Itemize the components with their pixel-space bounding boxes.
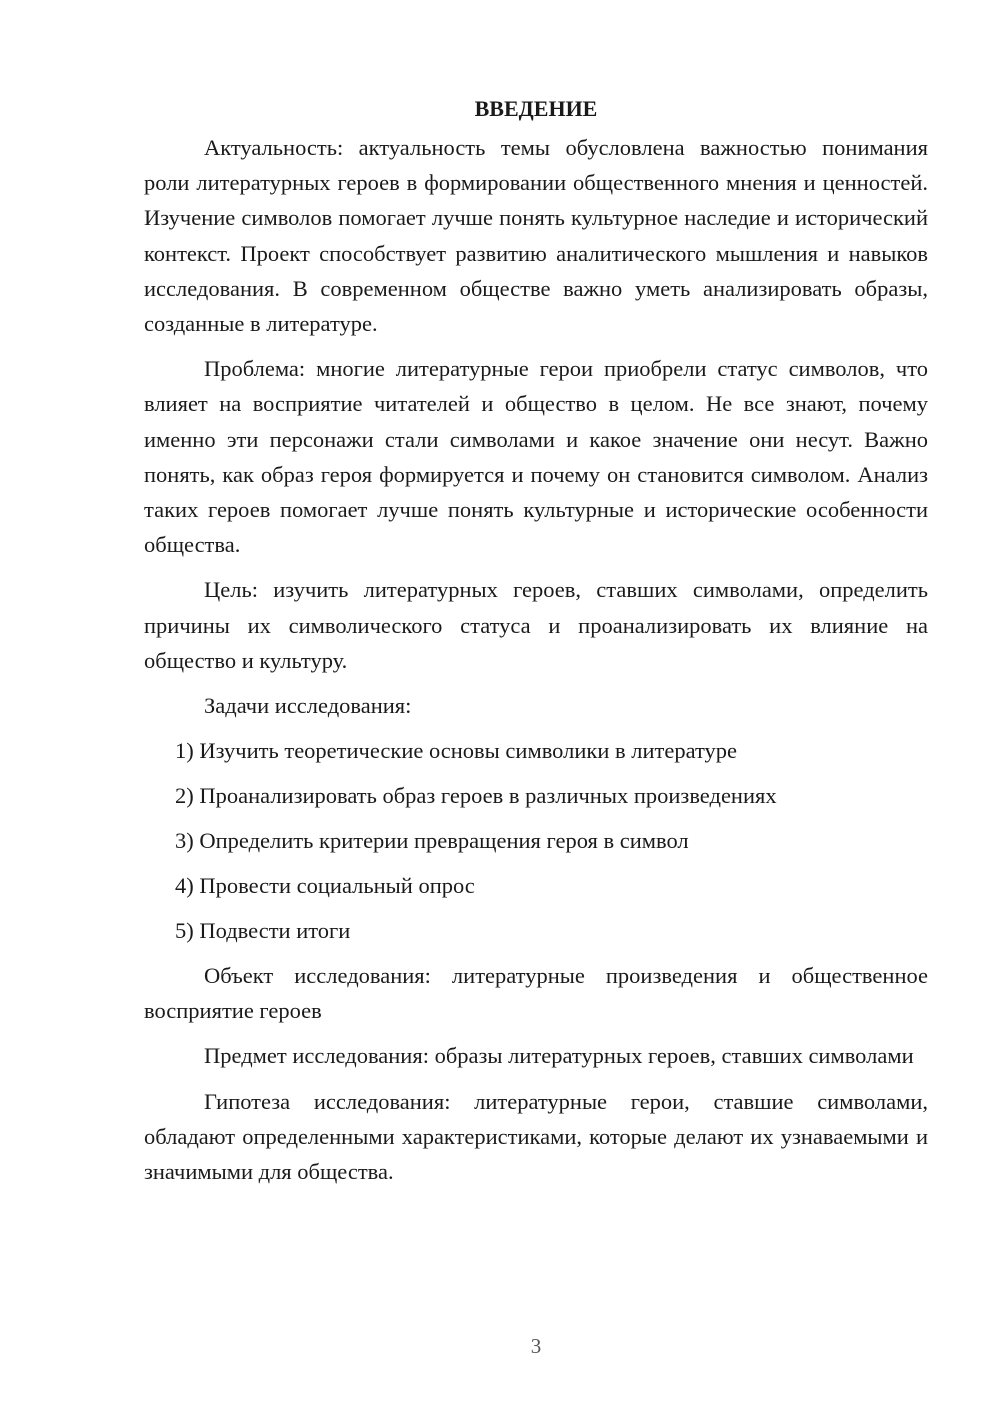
paragraph-hypothesis: Гипотеза исследования: литературные герои, ставшие символами, обладают определенными характеристиками, которые делают их узнаваемыми и значимыми для общества. xyxy=(144,1088,928,1185)
list-item: 2) Проанализировать образ героев в различных произведениях xyxy=(175,783,777,809)
page-number: 3 xyxy=(530,1334,542,1358)
paragraph-problem: Проблема: многие литературные герои приобрели статус символов, что влияет на восприятие читателей и общество в целом. Не все знают, почему именно эти персонажи стали символами и какое значение они несут. Важно понять, как образ героя формируется и почему он становится символом. Анализ таких героев помогает лучше понять культурные и исторические особенности общества. xyxy=(144,356,928,558)
list-item: 3) Определить критерии превращения героя в символ xyxy=(175,828,689,854)
document-page xyxy=(144,92,928,1199)
tasks-list xyxy=(144,733,928,948)
list-item: 5) Подвести итоги xyxy=(175,918,351,944)
list-item: 4) Провести социальный опрос xyxy=(175,873,475,899)
paragraph-subject: Предмет исследования: образы литературных героев, ставших символами xyxy=(204,1043,914,1069)
tasks-heading: Задачи исследования: xyxy=(204,693,412,719)
paragraph-goal: Цель: изучить литературных героев, ставших символами, определить причины их символического статуса и проанализировать их влияние на общество и культуру. xyxy=(144,577,928,673)
paragraph-object: Объект исследования: литературные произведения и общественное восприятие героев xyxy=(144,963,928,1024)
list-item: 1) Изучить теоретические основы символики в литературе xyxy=(175,738,737,764)
page-title: ВВЕДЕНИЕ xyxy=(474,96,598,121)
paragraph-relevance: Актуальность: актуальность темы обусловлена важностью понимания роли литературных героев в формировании общественного мнения и ценностей. Изучение символов помогает лучше понять культурное наследие и исторический контекст. Проект способствует развитию аналитического мышления и навыков исследования. В современном обществе важно уметь анализировать образы, созданные в литературе. xyxy=(144,135,928,337)
